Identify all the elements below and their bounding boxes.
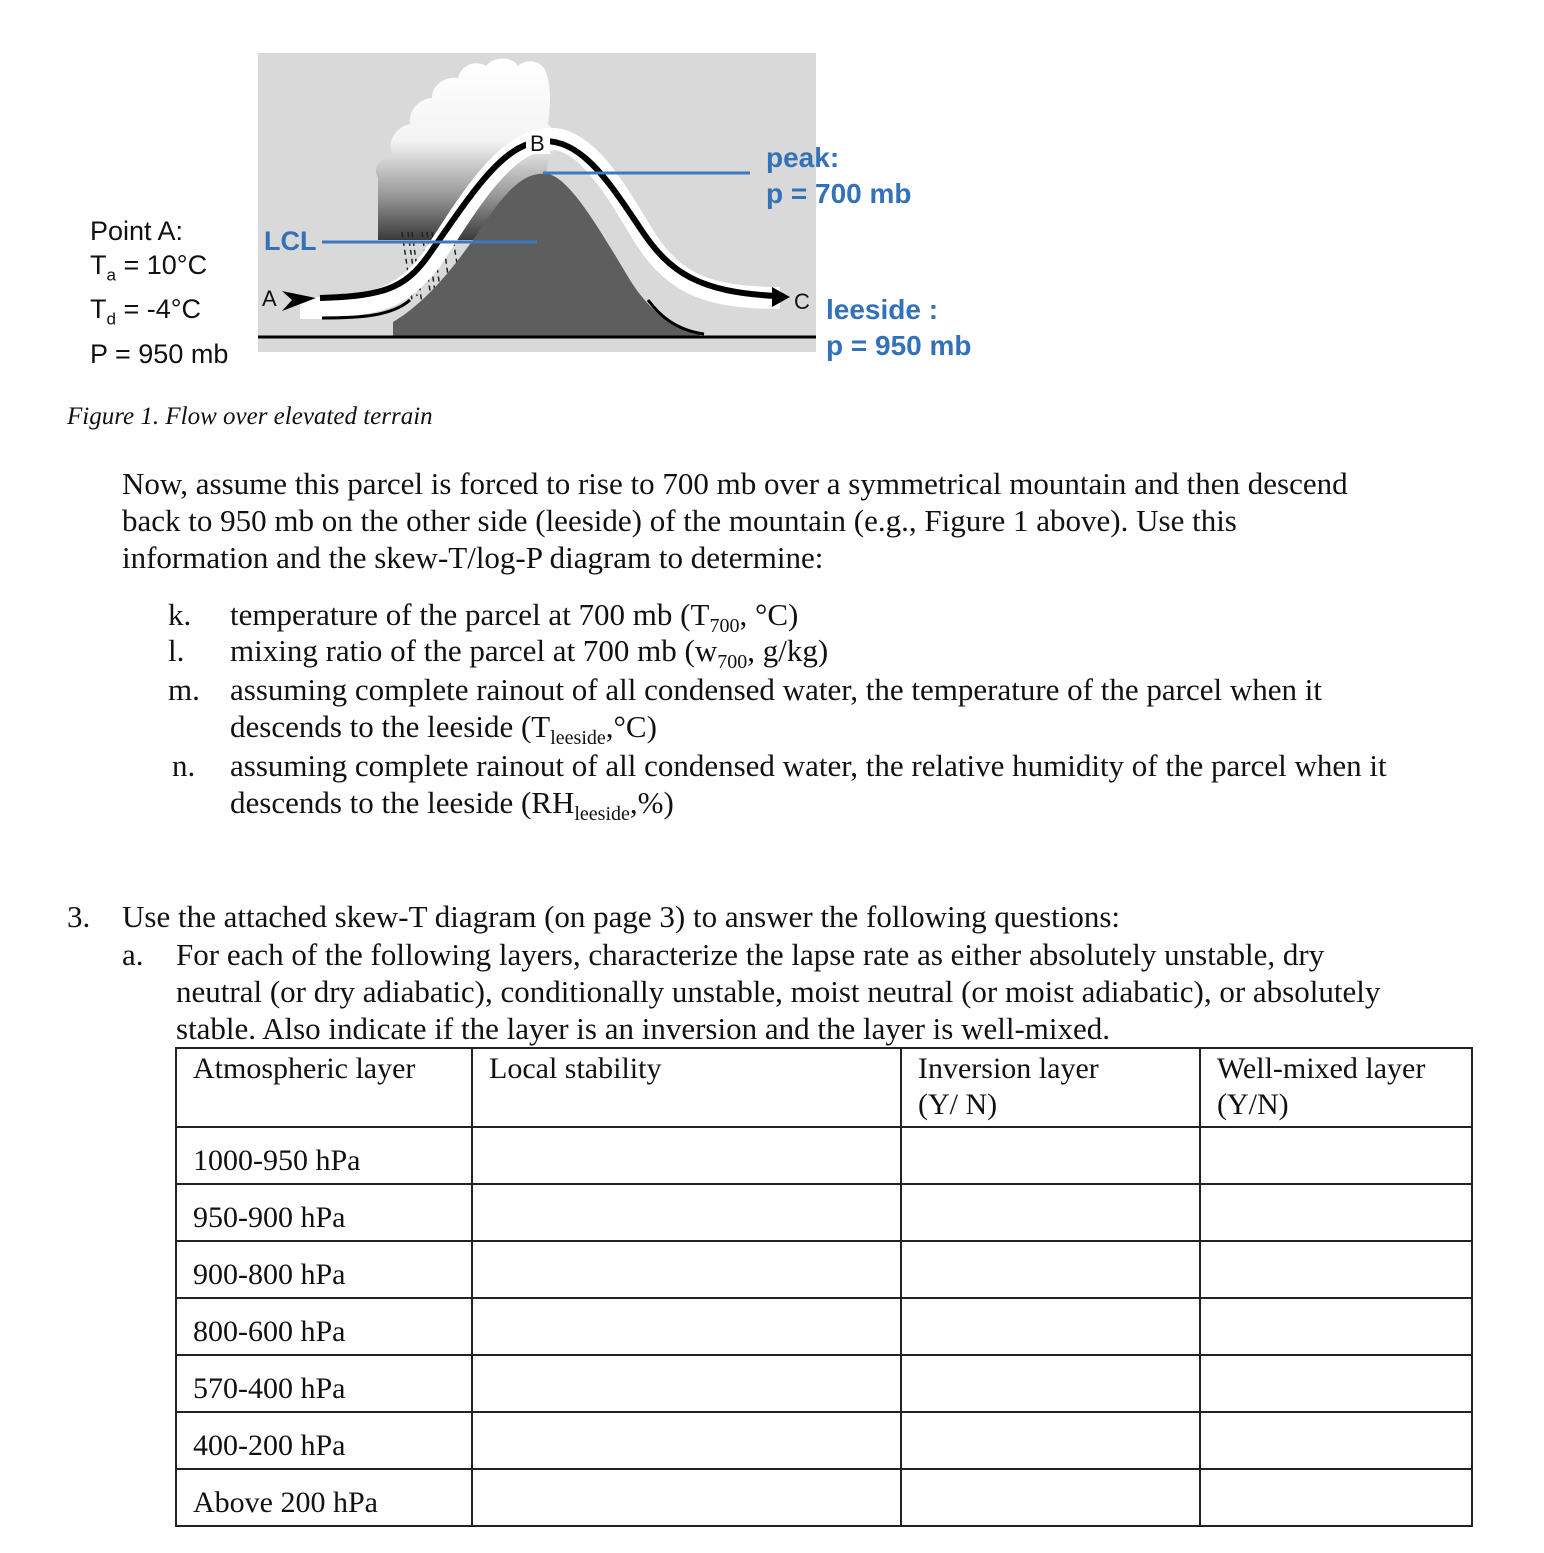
table-row [176,1298,1472,1355]
label-b: B [530,131,545,156]
layer-cell: 800-600 hPa [176,1298,472,1355]
item-l-text: mixing ratio of the parcel at 700 mb ($w_{700}$, g/kg) [230,633,829,674]
wellmixed-cell[interactable] [1200,1469,1472,1526]
wellmixed-cell[interactable] [1200,1127,1472,1184]
lcl-label: LCL [264,226,317,256]
point-a-pressure: P = 950 mb [90,338,229,369]
stability-cell[interactable] [472,1184,901,1241]
point-a-dewpoint: $T_d = -4^\circ C$ [90,294,202,329]
wellmixed-cell[interactable] [1200,1412,1472,1469]
point-a-title: Point A: [90,216,184,246]
layer-cell: Above 200 hPa [176,1469,472,1526]
layer-cell: 400-200 hPa [176,1412,472,1469]
inversion-cell[interactable] [901,1469,1200,1526]
question-3 [67,898,90,935]
question-3-text: Use the attached skew-T diagram (on page 3) to answer the following questions: [122,899,1121,934]
stability-cell[interactable] [472,1355,901,1412]
peak-info [766,140,912,212]
label-c: C [794,289,810,314]
stability-cell[interactable] [472,1241,901,1298]
table-row [176,1355,1472,1412]
header-local-stability: Local stability [472,1048,901,1127]
leeside-info [826,292,972,364]
question-3a-text: For each of the following layers, characterize the lapse rate as either absolutely unstable, dry neutral (or dry adiabatic), conditionally unstable, moist neutral (or moist adiabatic), or absolutely stable. Also indicate if the layer is an inversion and the layer is well-mixed. [176,937,1381,1046]
inversion-cell[interactable] [901,1412,1200,1469]
layer-cell: 900-800 hPa [176,1241,472,1298]
item-m-text: assuming complete rainout of all condensed water, the temperature of the parcel when it descends to the leeside $(T_{leeside},^\circ C)$ [230,672,1322,750]
table-row [176,1241,1472,1298]
wellmixed-cell[interactable] [1200,1241,1472,1298]
header-well-mixed-layer: Well-mixed layer (Y/N) [1200,1048,1472,1127]
stability-cell[interactable] [472,1298,901,1355]
table-row [176,1184,1472,1241]
layer-cell: 1000-950 hPa [176,1127,472,1184]
inversion-cell[interactable] [901,1184,1200,1241]
layer-cell: 570-400 hPa [176,1355,472,1412]
table-row [176,1412,1472,1469]
stability-cell[interactable] [472,1469,901,1526]
layer-cell: 950-900 hPa [176,1184,472,1241]
table-row [176,1469,1472,1526]
item-l-marker: l. [168,633,185,668]
point-a-temperature: $T_a = 10^\circ C$ [90,250,208,285]
table-row [176,1127,1472,1184]
question-3-number: 3. [67,899,91,934]
inversion-cell[interactable] [901,1127,1200,1184]
table-header-row [176,1048,1472,1127]
inversion-cell[interactable] [901,1241,1200,1298]
inversion-cell[interactable] [901,1298,1200,1355]
question-list-k-n [168,596,1538,836]
wellmixed-cell[interactable] [1200,1355,1472,1412]
peak-title: peak: [766,142,840,173]
lapse-rate-table [175,1047,1473,1527]
stability-cell[interactable] [472,1412,901,1469]
item-k-marker: k. [168,597,192,632]
item-n-text: assuming complete rainout of all condensed water, the relative humidity of the parcel when it descends to the leeside $(RH_{leeside},\%)$ [230,748,1387,826]
item-n-marker: n. [172,748,196,783]
header-atmospheric-layer: Atmospheric layer [176,1048,472,1127]
wellmixed-cell[interactable] [1200,1298,1472,1355]
question-3a-marker: a. [122,937,144,972]
figure-caption: Figure 1. Flow over elevated terrain [67,403,433,430]
item-m-marker: m. [168,672,200,707]
leeside-title: leeside : [826,294,939,325]
peak-pressure: p = 700 mb [766,178,912,209]
inversion-cell[interactable] [901,1355,1200,1412]
leeside-pressure: p = 950 mb [826,330,972,361]
header-inversion-layer: Inversion layer (Y/ N) [901,1048,1200,1127]
label-a: A [262,286,277,311]
item-k-text: temperature of the parcel at 700 mb ($T_{700}$, °C) [230,597,799,638]
stability-cell[interactable] [472,1127,901,1184]
wellmixed-cell[interactable] [1200,1184,1472,1241]
intro-paragraph: Now, assume this parcel is forced to rise to 700 mb over a symmetrical mountain and then descend back to 950 mb on the other side (leeside) of the mountain (e.g., Figure 1 above). Use this information and the skew-T/log-P diagram to determine: [122,466,1348,575]
